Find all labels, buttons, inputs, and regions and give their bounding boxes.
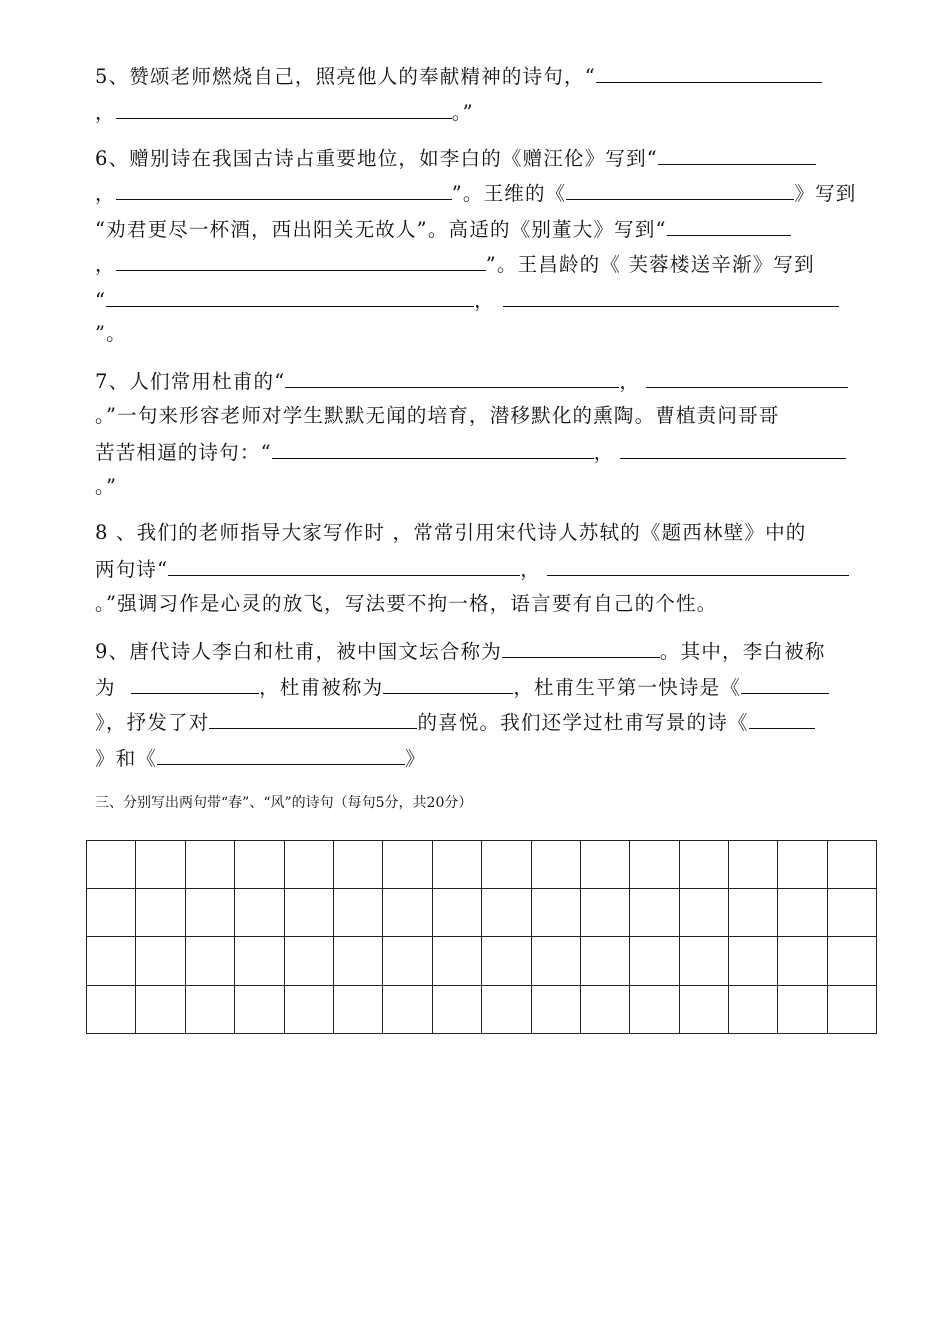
q9-answer-blank-7[interactable] <box>157 742 405 765</box>
grid-cell[interactable] <box>827 889 876 937</box>
q9-text-7: 的喜悦。我们还学过杜甫写景的诗《 <box>417 711 749 734</box>
grid-cell[interactable] <box>87 841 136 889</box>
grid-cell[interactable] <box>136 937 185 985</box>
q9-answer-blank-5[interactable] <box>209 706 417 729</box>
grid-cell[interactable] <box>827 985 876 1033</box>
q6-answer-blank-6[interactable] <box>503 284 839 307</box>
q6-line-1 <box>95 142 816 172</box>
q9-answer-blank-3[interactable] <box>383 671 513 694</box>
grid-cell[interactable] <box>383 889 432 937</box>
q9-text-2: 。其中，李白被称 <box>659 640 826 663</box>
q5-end: 。” <box>451 101 474 124</box>
q9-line-2 <box>95 671 829 701</box>
grid-cell[interactable] <box>778 937 827 985</box>
q6-end: ”。 <box>95 322 127 345</box>
q8-text-2: 两句诗“ <box>95 558 169 581</box>
q6-comma-2: ， <box>95 253 116 276</box>
q8-comma: ， <box>520 558 541 581</box>
grid-cell[interactable] <box>580 985 629 1033</box>
grid-cell[interactable] <box>531 985 580 1033</box>
q7-end: 。” <box>95 475 118 498</box>
q8-answer-blank-2[interactable] <box>547 553 849 576</box>
q6-text-4: “劝君更尽一杯酒，西出阳关无故人”。高适的《别董大》写到“ <box>95 218 667 241</box>
grid-cell[interactable] <box>432 937 481 985</box>
grid-cell[interactable] <box>630 937 679 985</box>
grid-cell[interactable] <box>432 841 481 889</box>
q7-answer-blank-3[interactable] <box>272 436 594 459</box>
q7-answer-blank-2[interactable] <box>646 365 848 388</box>
q6-answer-blank-2[interactable] <box>116 177 452 200</box>
grid-cell[interactable] <box>531 937 580 985</box>
q9-text-4: ，杜甫被称为 <box>259 676 384 699</box>
grid-cell[interactable] <box>87 985 136 1033</box>
q8-text-3: 。”强调习作是心灵的放飞，写法要不拘一格，语言要有自己的个性。 <box>95 592 718 615</box>
q6-text-2: ”。王维的《 <box>451 182 567 205</box>
grid-cell[interactable] <box>432 889 481 937</box>
section-3-title: 三、分别写出两句带“春”、“风”的诗句（每句5分，共20分） <box>95 795 473 811</box>
grid-cell[interactable] <box>778 889 827 937</box>
grid-cell[interactable] <box>729 889 778 937</box>
q8-line-2 <box>95 553 849 583</box>
q5-comma: ， <box>95 101 116 124</box>
q9-text-1: 9、唐代诗人李白和杜甫，被中国文坛合称为 <box>95 640 502 663</box>
q7-text-2: 。”一句来形容老师对学生默默无闻的培育，潜移默化的熏陶。曹植责问哥哥 <box>95 404 780 427</box>
q9-text-5: ，杜甫生平第一快诗是《 <box>513 676 742 699</box>
grid-cell[interactable] <box>333 985 382 1033</box>
grid-cell[interactable] <box>630 889 679 937</box>
grid-cell[interactable] <box>185 889 234 937</box>
q6-line-2 <box>95 177 856 207</box>
grid-cell[interactable] <box>284 937 333 985</box>
grid-cell[interactable] <box>679 985 728 1033</box>
grid-cell[interactable] <box>284 841 333 889</box>
q6-answer-blank-5[interactable] <box>106 284 474 307</box>
q7-answer-blank-4[interactable] <box>620 436 846 459</box>
q8-text-1: 8 、我们的老师指导大家写作时 ，常常引用宋代诗人苏轼的《题西林壁》中的 <box>95 521 807 544</box>
q6-line-6 <box>95 319 127 349</box>
grid-cell[interactable] <box>531 889 580 937</box>
q6-line-4 <box>95 248 815 278</box>
grid-row <box>87 985 877 1033</box>
q9-answer-blank-6[interactable] <box>749 706 815 729</box>
grid-cell[interactable] <box>136 889 185 937</box>
q7-line-1 <box>95 365 848 395</box>
q6-comma-3: ， <box>474 289 495 312</box>
grid-cell[interactable] <box>827 937 876 985</box>
grid-cell[interactable] <box>778 841 827 889</box>
grid-cell[interactable] <box>383 937 432 985</box>
grid-cell[interactable] <box>729 841 778 889</box>
grid-cell[interactable] <box>333 937 382 985</box>
q7-comma-1: ， <box>619 370 641 393</box>
q6-answer-blank-1[interactable] <box>658 142 816 165</box>
grid-cell[interactable] <box>827 841 876 889</box>
grid-cell[interactable] <box>383 985 432 1033</box>
q9-answer-blank-4[interactable] <box>741 671 829 694</box>
grid-cell[interactable] <box>531 841 580 889</box>
grid-cell[interactable] <box>235 841 284 889</box>
q7-answer-blank-1[interactable] <box>285 365 619 388</box>
grid-cell[interactable] <box>136 985 185 1033</box>
q7-text-1: 7、人们常用杜甫的“ <box>95 370 286 393</box>
q6-answer-blank-3[interactable] <box>667 213 791 236</box>
q7-line-4 <box>95 472 117 502</box>
q9-line-4 <box>95 742 426 772</box>
q6-line-3 <box>95 213 791 243</box>
grid-row <box>87 841 877 889</box>
q9-answer-blank-2[interactable] <box>131 671 259 694</box>
grid-cell[interactable] <box>136 841 185 889</box>
q8-line-3 <box>95 589 717 619</box>
q5-answer-blank-2[interactable] <box>116 96 452 119</box>
q5-text-1: 5、赞颂老师燃烧自己，照亮他人的奉献精神的诗句，“ <box>95 65 596 88</box>
grid-cell[interactable] <box>729 985 778 1033</box>
grid-cell[interactable] <box>729 937 778 985</box>
q5-line-2 <box>95 96 474 126</box>
grid-cell[interactable] <box>333 841 382 889</box>
grid-cell[interactable] <box>333 889 382 937</box>
q6-text-1: 6、赠别诗在我国古诗占重要地位，如李白的《赠汪伦》写到“ <box>95 147 658 170</box>
grid-cell[interactable] <box>432 985 481 1033</box>
q5-line-1 <box>95 60 822 90</box>
q5-answer-blank-1[interactable] <box>596 60 822 83</box>
grid-cell[interactable] <box>580 889 629 937</box>
q9-answer-blank-1[interactable] <box>502 635 660 658</box>
q8-answer-blank-1[interactable] <box>168 553 520 576</box>
q9-text-9: 》 <box>405 747 426 770</box>
grid-row <box>87 937 877 985</box>
grid-cell[interactable] <box>630 985 679 1033</box>
q6-line-5 <box>95 284 839 314</box>
grid-cell[interactable] <box>87 937 136 985</box>
grid-cell[interactable] <box>185 937 234 985</box>
grid-row <box>87 889 877 937</box>
q6-text-3: 》写到 <box>794 182 857 205</box>
grid-cell[interactable] <box>778 985 827 1033</box>
grid-cell[interactable] <box>482 841 531 889</box>
grid-cell[interactable] <box>482 889 531 937</box>
grid-cell[interactable] <box>679 937 728 985</box>
q9-text-6: 》，抒发了对 <box>95 711 210 734</box>
grid-cell[interactable] <box>679 889 728 937</box>
grid-cell[interactable] <box>482 937 531 985</box>
grid-cell[interactable] <box>630 841 679 889</box>
grid-cell[interactable] <box>383 841 432 889</box>
q7-text-3: 苦苦相逼的诗句：“ <box>95 441 272 464</box>
q9-line-3 <box>95 706 815 736</box>
grid-cell[interactable] <box>235 937 284 985</box>
grid-cell[interactable] <box>235 985 284 1033</box>
grid-cell[interactable] <box>679 841 728 889</box>
q6-answer-blank-4[interactable] <box>116 248 486 271</box>
grid-cell[interactable] <box>580 937 629 985</box>
grid-cell[interactable] <box>185 841 234 889</box>
q9-text-3: 为 <box>95 676 124 699</box>
grid-cell[interactable] <box>482 985 531 1033</box>
q6-title-blank[interactable] <box>566 177 794 200</box>
writing-grid <box>86 840 877 1034</box>
q7-line-3 <box>95 436 846 466</box>
grid-cell[interactable] <box>185 985 234 1033</box>
q7-comma-2: ， <box>593 441 615 464</box>
q8-line-1 <box>95 518 807 548</box>
grid-cell[interactable] <box>284 889 333 937</box>
grid-cell[interactable] <box>87 889 136 937</box>
q6-comma-1: ， <box>95 182 116 205</box>
q9-line-1 <box>95 635 826 665</box>
q9-text-8: 》和《 <box>95 747 158 770</box>
q6-text-5: ”。王昌龄的《 芙蓉楼送辛渐》写到 <box>485 253 815 276</box>
grid-cell[interactable] <box>580 841 629 889</box>
q6-open-quote: “ <box>95 289 107 312</box>
q7-line-2 <box>95 401 780 431</box>
grid-cell[interactable] <box>284 985 333 1033</box>
grid-cell[interactable] <box>235 889 284 937</box>
